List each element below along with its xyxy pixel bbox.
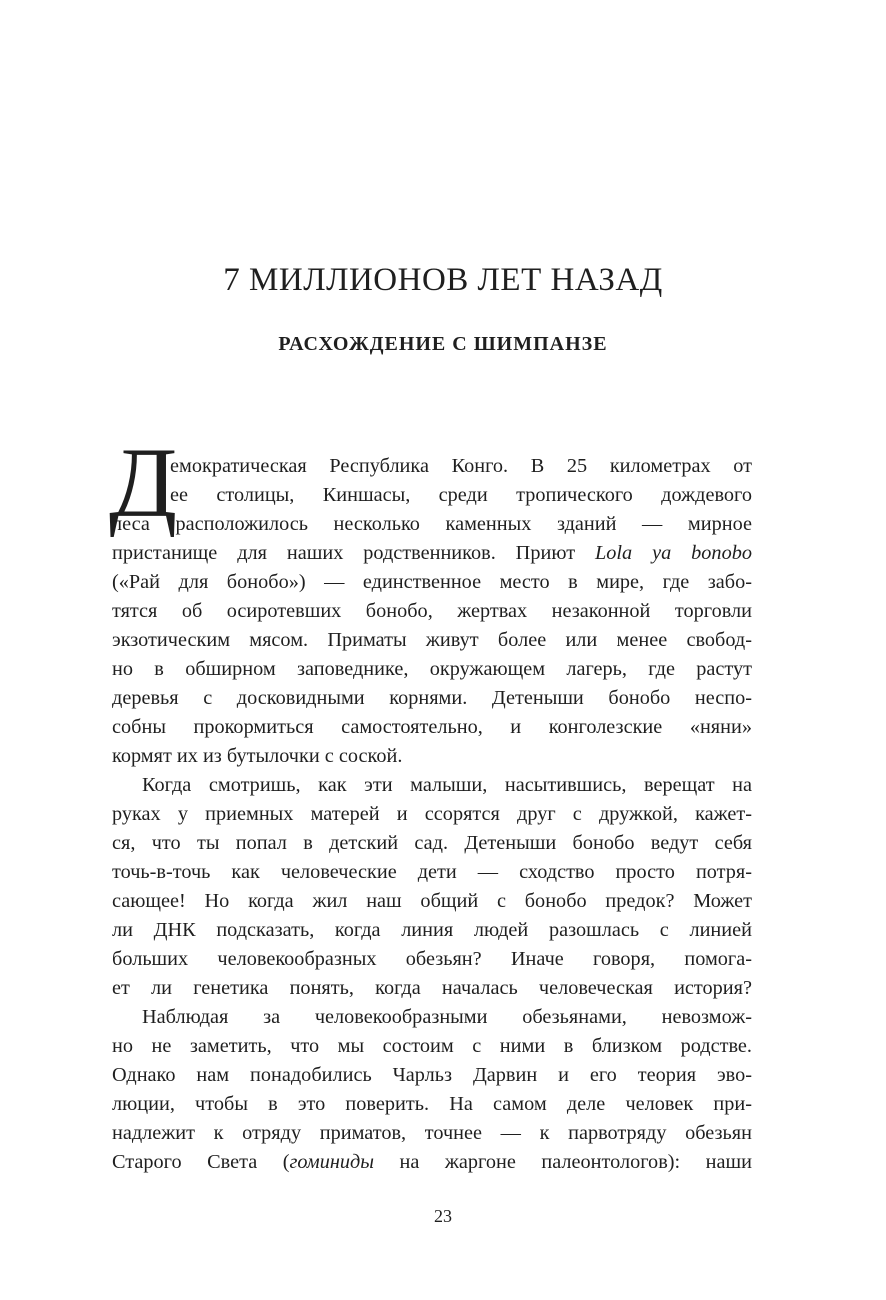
text-line: Однако нам понадобились Чарльз Дарвин и его теория эво- [112, 1064, 752, 1086]
text-line: емократическая Республика Конго. В 25 километрах от [170, 455, 752, 477]
text-line: ет ли генетика понять, когда началась человеческая история? [112, 977, 752, 999]
text-line: тятся об осиротевших бонобо, жертвах незаконной торговли [112, 600, 752, 622]
text-line: люции, чтобы в это поверить. На самом деле человек при- [112, 1093, 752, 1115]
text-span: Старого Света ( [112, 1151, 290, 1173]
chapter-subtitle: РАСХОЖДЕНИЕ С ШИМПАНЗЕ [278, 333, 608, 355]
chapter-title: 7 МИЛЛИОНОВ ЛЕТ НАЗАД [223, 262, 663, 298]
text-line: руках у приемных матерей и ссорятся друг с дружкой, кажет- [112, 803, 752, 825]
text-line: ее столицы, Киншасы, среди тропического дождевого [170, 484, 752, 506]
text-line: леса расположилось несколько каменных зданий — мирное [112, 513, 752, 535]
text-line: экзотическим мясом. Приматы живут более или менее свобод- [112, 629, 752, 651]
text-line: сающее! Но когда жил наш общий с бонобо предок? Может [112, 890, 752, 912]
text-line: но в обширном заповеднике, окружающем лагерь, где растут [112, 658, 752, 680]
text-line [112, 1147, 752, 1177]
italic-text: Lola ya bonobo [594, 542, 752, 564]
text-line: собны прокормиться самостоятельно, и конголезские «няни» [112, 716, 752, 738]
text-line [112, 538, 752, 568]
text-line: деревья с досковидными корнями. Детеныши бонобо неспо- [112, 687, 752, 709]
text-line: надлежит к отряду приматов, точнее — к парвотряду обезьян [112, 1122, 752, 1144]
text-line: Когда смотришь, как эти малыши, насытившись, верещат на [142, 774, 752, 796]
text-line: кормят их из бутылочки с соской. [112, 745, 403, 767]
text-span: пристанище для наших родственников. Приют [112, 542, 595, 564]
text-line: ли ДНК подсказать, когда линия людей разошлась с линией [112, 919, 752, 941]
text-line: ся, что ты попал в детский сад. Детеныши бонобо ведут себя [112, 832, 752, 854]
text-line: Наблюдая за человекообразными обезьянами, невозмож- [142, 1006, 752, 1028]
text-line: точь-в-точь как человеческие дети — сходство просто потря- [112, 861, 752, 883]
text-line: («Рай для бонобо») — единственное место в мире, где забо- [112, 571, 752, 593]
italic-text: гоминиды [289, 1151, 375, 1173]
text-line: но не заметить, что мы состоим с ними в близком родстве. [112, 1035, 752, 1057]
text-line: больших человекообразных обезьян? Иначе говоря, помога- [112, 948, 752, 970]
page-number: 23 [434, 1206, 452, 1226]
drop-cap: Д [109, 427, 178, 538]
text-span: на жаргоне палеонтологов): наши [374, 1151, 752, 1173]
